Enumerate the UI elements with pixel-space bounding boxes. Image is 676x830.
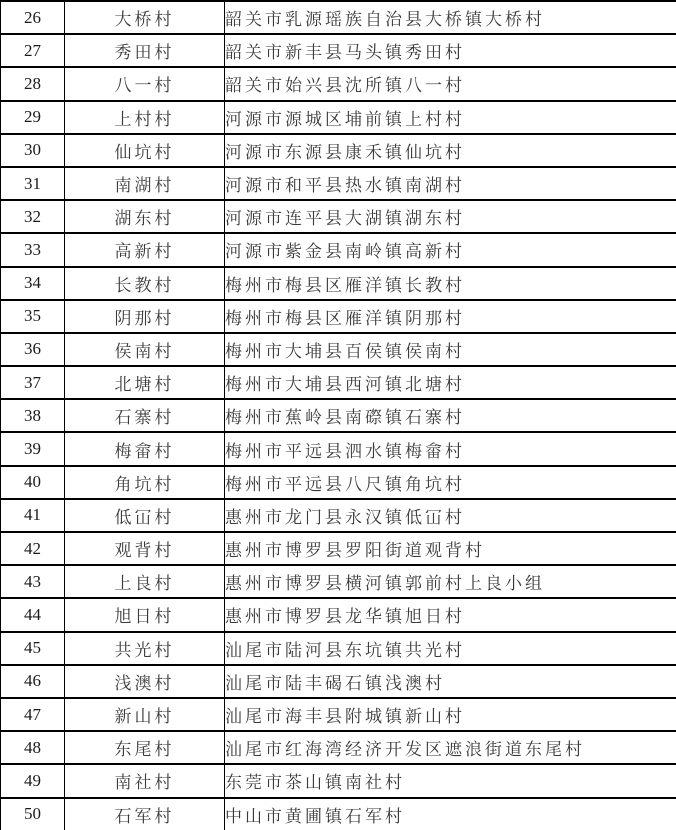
village-table-body — [1, 1, 676, 830]
table-row — [1, 598, 676, 631]
table-row — [1, 134, 676, 167]
village-name-cell: 湖东村 — [65, 200, 225, 233]
village-name-cell: 共光村 — [65, 632, 225, 665]
row-index-cell: 42 — [1, 532, 65, 565]
table-row — [1, 200, 676, 233]
table-row — [1, 798, 676, 830]
village-address-cell: 汕尾市红海湾经济开发区遮浪街道东尾村 — [225, 731, 676, 764]
village-name-cell: 长教村 — [65, 267, 225, 300]
row-index-cell: 46 — [1, 665, 65, 698]
village-name-cell: 石寨村 — [65, 399, 225, 432]
village-address-cell: 河源市紫金县南岭镇高新村 — [225, 233, 676, 266]
village-address-cell: 韶关市新丰县马头镇秀田村 — [225, 34, 676, 67]
row-index-cell: 30 — [1, 134, 65, 167]
table-row — [1, 333, 676, 366]
village-address-cell: 梅州市大埔县西河镇北塘村 — [225, 366, 676, 399]
village-name-cell: 北塘村 — [65, 366, 225, 399]
row-index-cell: 47 — [1, 698, 65, 731]
table-row — [1, 764, 676, 797]
village-name-cell: 秀田村 — [65, 34, 225, 67]
table-row — [1, 167, 676, 200]
village-address-cell: 梅州市平远县八尺镇角坑村 — [225, 466, 676, 499]
village-address-cell: 汕尾市海丰县附城镇新山村 — [225, 698, 676, 731]
table-row — [1, 300, 676, 333]
table-row — [1, 698, 676, 731]
village-address-cell: 惠州市博罗县罗阳街道观背村 — [225, 532, 676, 565]
village-name-cell: 八一村 — [65, 67, 225, 100]
village-name-cell: 东尾村 — [65, 731, 225, 764]
village-address-cell: 惠州市博罗县横河镇郭前村上良小组 — [225, 565, 676, 598]
row-index-cell: 49 — [1, 764, 65, 797]
row-index-cell: 45 — [1, 632, 65, 665]
row-index-cell: 43 — [1, 565, 65, 598]
row-index-cell: 38 — [1, 399, 65, 432]
village-name-cell: 上良村 — [65, 565, 225, 598]
village-name-cell: 高新村 — [65, 233, 225, 266]
village-name-cell: 石军村 — [65, 798, 225, 830]
row-index-cell: 44 — [1, 598, 65, 631]
village-address-cell: 汕尾市陆丰碣石镇浅澳村 — [225, 665, 676, 698]
village-address-cell: 惠州市龙门县永汉镇低冚村 — [225, 499, 676, 532]
village-address-cell: 河源市连平县大湖镇湖东村 — [225, 200, 676, 233]
table-row — [1, 632, 676, 665]
village-name-cell: 南社村 — [65, 764, 225, 797]
table-row — [1, 565, 676, 598]
village-address-cell: 韶关市乳源瑶族自治县大桥镇大桥村 — [225, 1, 676, 34]
table-row — [1, 665, 676, 698]
village-name-cell: 新山村 — [65, 698, 225, 731]
village-address-cell: 河源市源城区埔前镇上村村 — [225, 101, 676, 134]
village-address-cell: 河源市和平县热水镇南湖村 — [225, 167, 676, 200]
table-row — [1, 101, 676, 134]
village-address-cell: 梅州市大埔县百侯镇侯南村 — [225, 333, 676, 366]
village-name-cell: 旭日村 — [65, 598, 225, 631]
row-index-cell: 37 — [1, 366, 65, 399]
table-row — [1, 233, 676, 266]
row-index-cell: 50 — [1, 798, 65, 830]
village-address-cell: 韶关市始兴县沈所镇八一村 — [225, 67, 676, 100]
row-index-cell: 28 — [1, 67, 65, 100]
row-index-cell: 36 — [1, 333, 65, 366]
village-name-cell: 低冚村 — [65, 499, 225, 532]
row-index-cell: 39 — [1, 432, 65, 465]
village-address-cell: 汕尾市陆河县东坑镇共光村 — [225, 632, 676, 665]
table-row — [1, 34, 676, 67]
village-name-cell: 大桥村 — [65, 1, 225, 34]
village-name-cell: 浅澳村 — [65, 665, 225, 698]
row-index-cell: 33 — [1, 233, 65, 266]
table-row — [1, 67, 676, 100]
village-address-cell: 梅州市梅县区雁洋镇阴那村 — [225, 300, 676, 333]
table-row — [1, 532, 676, 565]
village-name-cell: 阴那村 — [65, 300, 225, 333]
village-name-cell: 仙坑村 — [65, 134, 225, 167]
table-row — [1, 432, 676, 465]
table-row — [1, 399, 676, 432]
row-index-cell: 29 — [1, 101, 65, 134]
row-index-cell: 41 — [1, 499, 65, 532]
village-address-cell: 惠州市博罗县龙华镇旭日村 — [225, 598, 676, 631]
table-row — [1, 1, 676, 34]
village-address-cell: 东莞市茶山镇南社村 — [225, 764, 676, 797]
village-name-cell: 观背村 — [65, 532, 225, 565]
village-address-cell: 中山市黄圃镇石军村 — [225, 798, 676, 830]
village-address-cell: 梅州市平远县泗水镇梅畲村 — [225, 432, 676, 465]
village-address-cell: 梅州市梅县区雁洋镇长教村 — [225, 267, 676, 300]
row-index-cell: 26 — [1, 1, 65, 34]
row-index-cell: 27 — [1, 34, 65, 67]
table-row — [1, 466, 676, 499]
row-index-cell: 34 — [1, 267, 65, 300]
row-index-cell: 32 — [1, 200, 65, 233]
table-row — [1, 366, 676, 399]
village-name-cell: 侯南村 — [65, 333, 225, 366]
table-row — [1, 731, 676, 764]
row-index-cell: 35 — [1, 300, 65, 333]
village-name-cell: 上村村 — [65, 101, 225, 134]
table-row — [1, 267, 676, 300]
row-index-cell: 48 — [1, 731, 65, 764]
row-index-cell: 31 — [1, 167, 65, 200]
row-index-cell: 40 — [1, 466, 65, 499]
table-row — [1, 499, 676, 532]
village-name-cell: 角坑村 — [65, 466, 225, 499]
village-address-cell: 河源市东源县康禾镇仙坑村 — [225, 134, 676, 167]
village-name-cell: 梅畲村 — [65, 432, 225, 465]
village-address-cell: 梅州市蕉岭县南磜镇石寨村 — [225, 399, 676, 432]
village-name-cell: 南湖村 — [65, 167, 225, 200]
